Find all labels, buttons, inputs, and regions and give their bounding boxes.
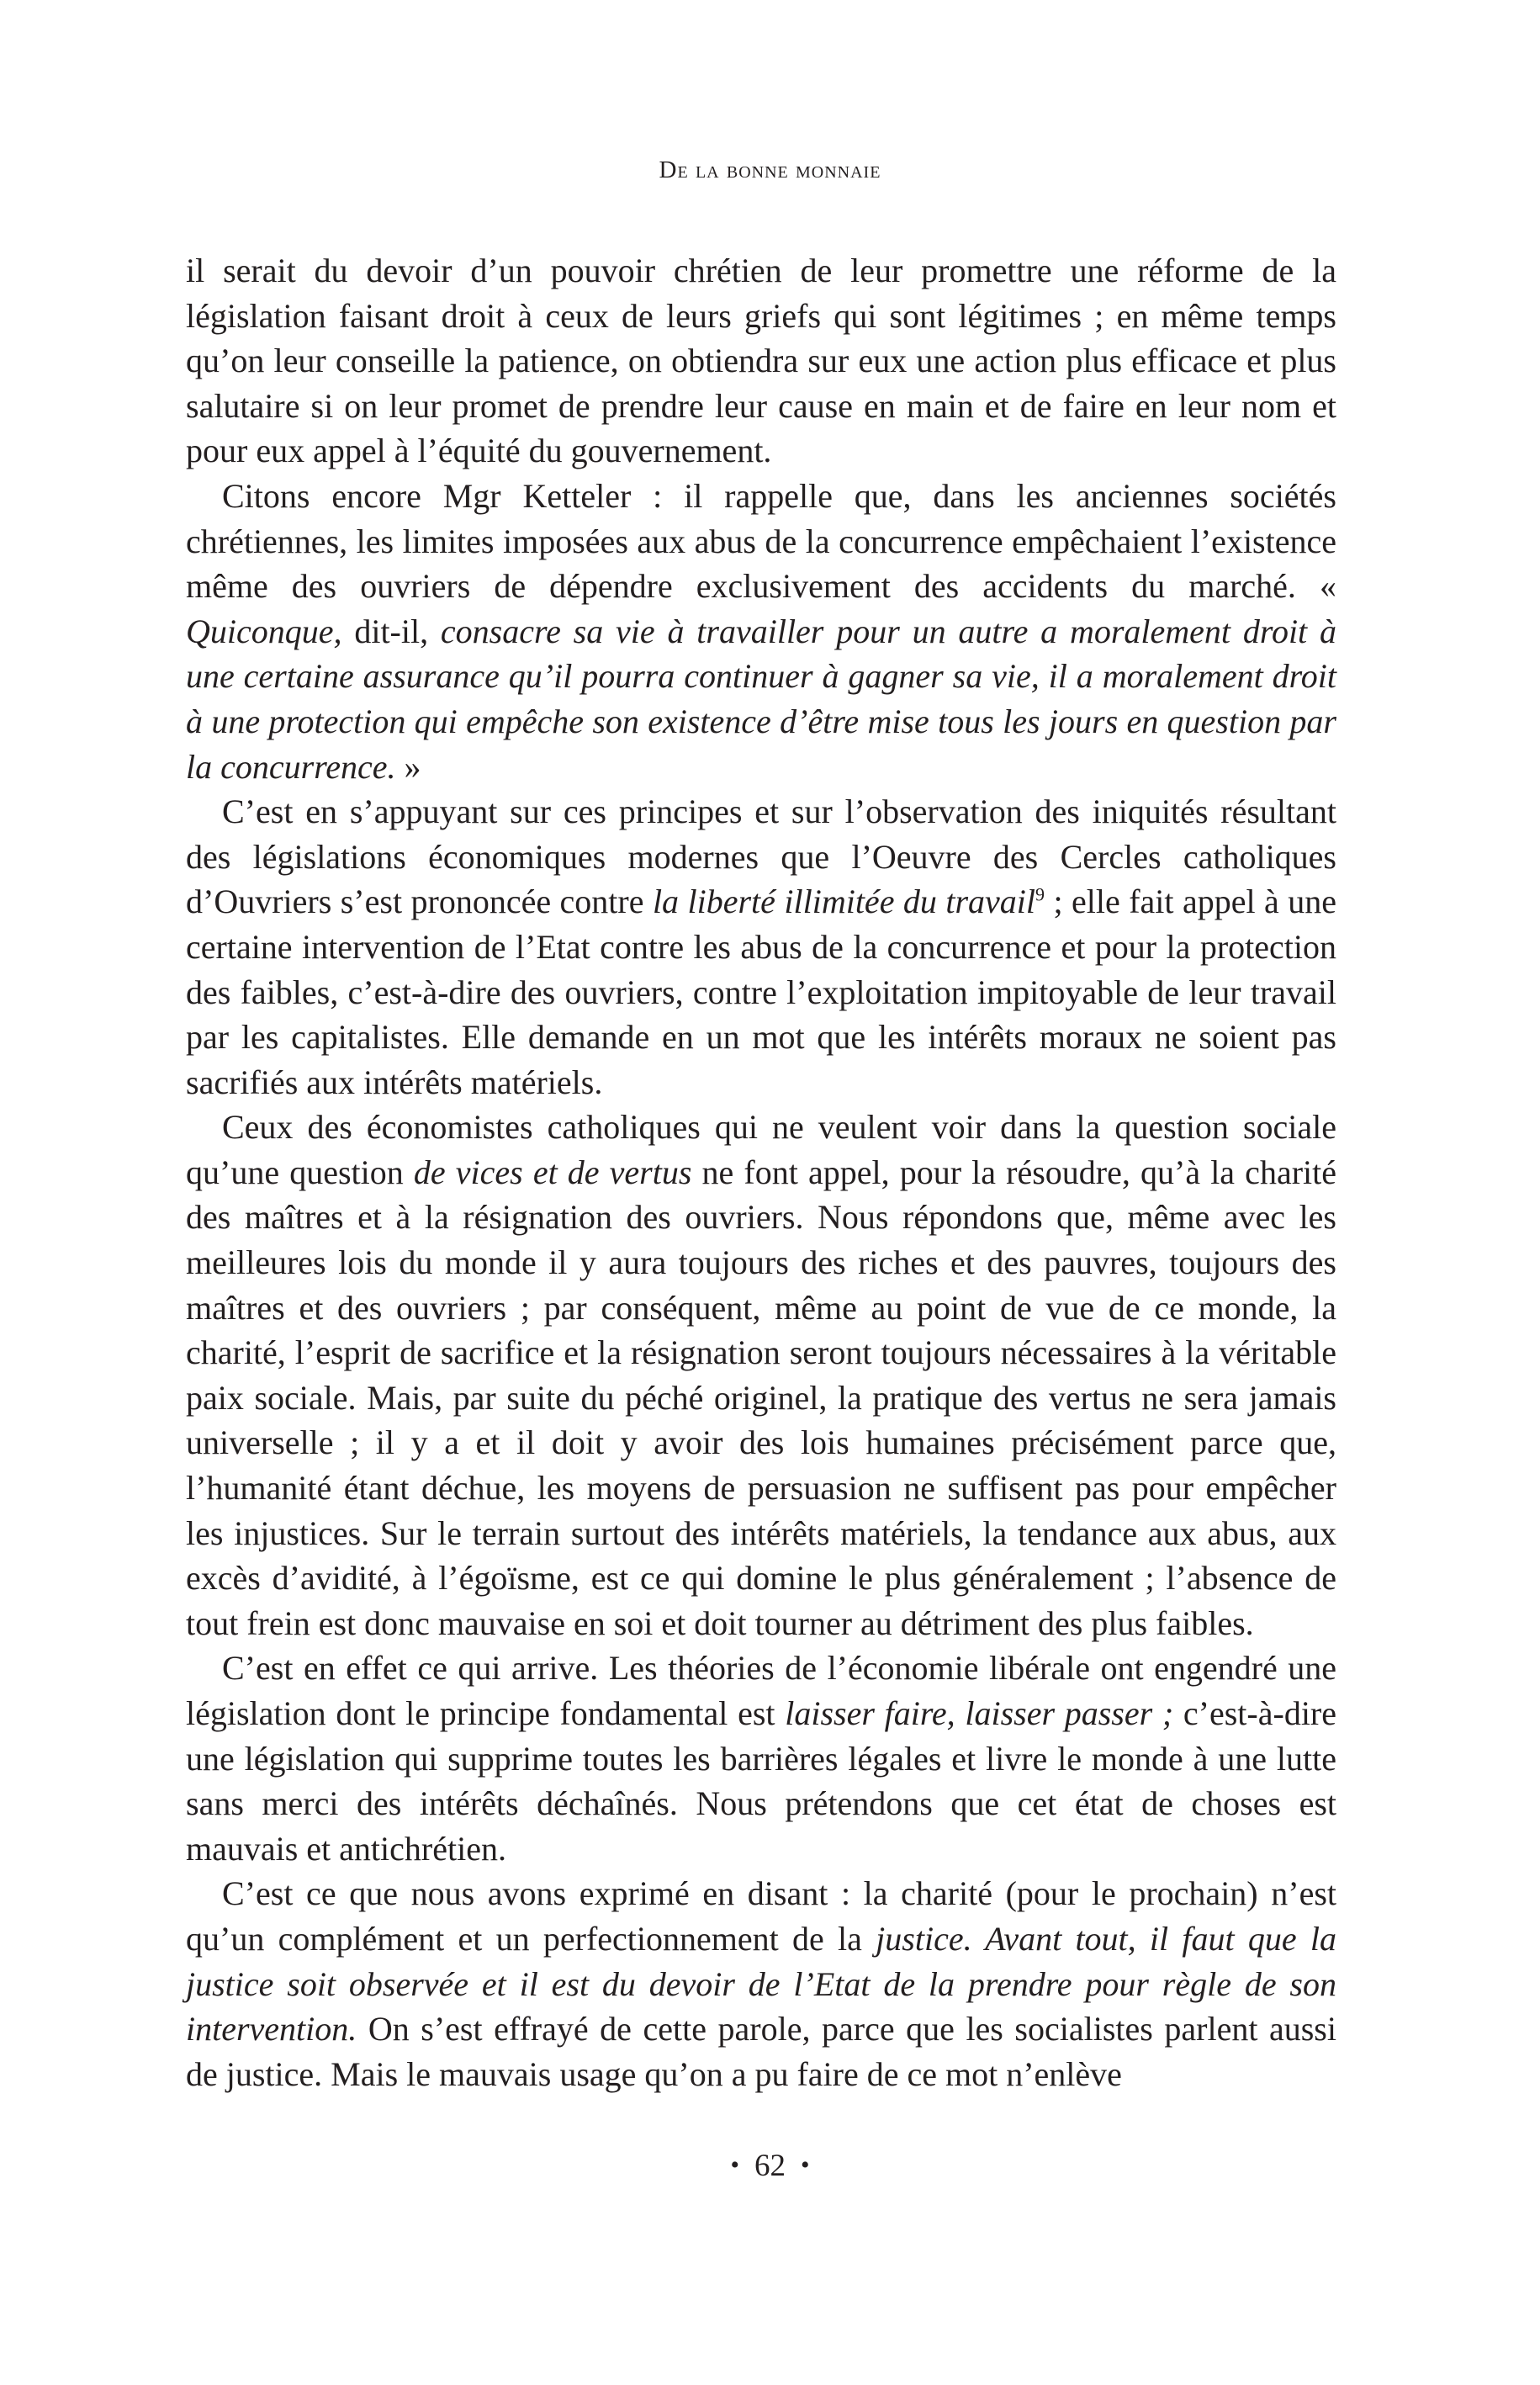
footnote-marker: 9: [1035, 883, 1045, 905]
italic-run: la liberté illimitée du travail: [652, 882, 1036, 921]
text-run: »: [395, 747, 421, 786]
italic-run: consacre sa vie à travailler pour un autre a moralement droit à une certaine assurance qu’il pourra continuer à gagner sa vie, il a moralement droit à une protection qui empêche son existence d’être mise tous les jours en question par la concurrence.: [186, 612, 1336, 786]
body-text: [186, 248, 1336, 2096]
text-run: C’est en s’appuyant sur ces principes et sur l’observation des iniquités résultant des législations économiques modernes que l’Oeuvre des Cercles catholiques d’Ouvriers s’est prononcée contre: [186, 792, 1336, 921]
paragraph-p5: [186, 1646, 1336, 1871]
bullet-left: •: [730, 2151, 739, 2179]
italic-run: justice. Avant tout, il faut que la justice soit observée et il est du devoir de l’Etat de la prendre pour règle de son intervention.: [186, 1919, 1336, 2048]
paragraph-p6: [186, 1871, 1336, 2096]
text-run: ne font appel, pour la résoudre, qu’à la charité des maîtres et à la résignation des ouvriers. Nous répondons que, même avec les meilleures lois du monde il y aura toujours des riches et des pauvres, toujours des maîtres et des ouvriers ; par conséquent, même au point de vue de ce monde, la charité, l’esprit de sacrifice et la résignation seront toujours nécessaires à la véritable paix sociale. Mais, par suite du péché originel, la pratique des vertus ne sera jamais universelle ; il y a et il doit y avoir des lois humaines précisément parce que, l’humanité étant déchue, les moyens de persuasion ne suffisent pas pour empêcher les injustices. Sur le terrain surtout des intérêts matériels, la tendance aux abus, aux excès d’avidité, à l’égoïsme, est ce qui domine le plus généralement ; l’absence de tout frein est donc mauvaise en soi et doit tourner au détriment des plus faibles.: [186, 1153, 1336, 1642]
paragraph-p4: [186, 1105, 1336, 1646]
text-run: Ceux des économistes catholiques qui ne veulent voir dans la question sociale qu’une question: [186, 1108, 1336, 1191]
italic-run: de vices et de vertus: [413, 1153, 692, 1191]
paragraph-p3: [186, 789, 1336, 1105]
italic-run: laisser faire, laisser passer ;: [785, 1694, 1174, 1732]
text-run: il serait du devoir d’un pouvoir chrétien de leur promettre une réforme de la législation faisant droit à ceux de leurs griefs qui sont légitimes ; en même temps qu’on leur conseille la patience, on obtiendra sur eux une action plus efficace et plus salutaire si on leur promet de prendre leur cause en main et de faire en leur nom et pour eux appel à l’équité du gouvernement.: [186, 252, 1336, 470]
text-run: C’est en effet ce qui arrive. Les théories de l’économie libérale ont engendré une législation dont le principe fondamental est: [186, 1649, 1336, 1732]
page-number: 62: [754, 2149, 786, 2183]
text-run: Citons encore Mgr Ketteler : il rappelle que, dans les anciennes sociétés chrétiennes, les limites imposées aux abus de la concurrence empêchaient l’existence même des ouvriers de dépendre exclusivement des accidents du marché. «: [186, 476, 1336, 606]
text-run: dit-il,: [341, 612, 441, 650]
page-number-footer: [0, 2148, 1540, 2184]
text-run: c’est-à-dire une législation qui supprime toutes les barrières légales et livre le monde à une lutte sans merci des intérêts déchaînés. Nous prétendons que cet état de choses est mauvais et antichrétien.: [186, 1694, 1337, 1868]
italic-run: Quiconque,: [186, 612, 342, 650]
running-head: De la bonne monnaie: [659, 156, 881, 183]
text-run: On s’est effrayé de cette parole, parce que les socialistes parlent aussi de justice. Mais le mauvais usage qu’on a pu faire de ce mot n’enlève: [186, 2010, 1336, 2093]
text-run: C’est ce que nous avons exprimé en disant : la charité (pour le prochain) n’est qu’un complément et un perfectionnement de la: [186, 1874, 1336, 1958]
paragraph-p2: [186, 474, 1336, 789]
bullet-right: •: [801, 2151, 810, 2179]
paragraph-p1: [186, 248, 1336, 474]
text-run: ; elle fait appel à une certaine intervention de l’Etat contre les abus de la concurrence et pour la protection des faibles, c’est-à-dire des ouvriers, contre l’exploitation impitoyable de leur travail par les capitalistes. Elle demande en un mot que les intérêts moraux ne soient pas sacrifiés aux intérêts matériels.: [186, 882, 1337, 1101]
